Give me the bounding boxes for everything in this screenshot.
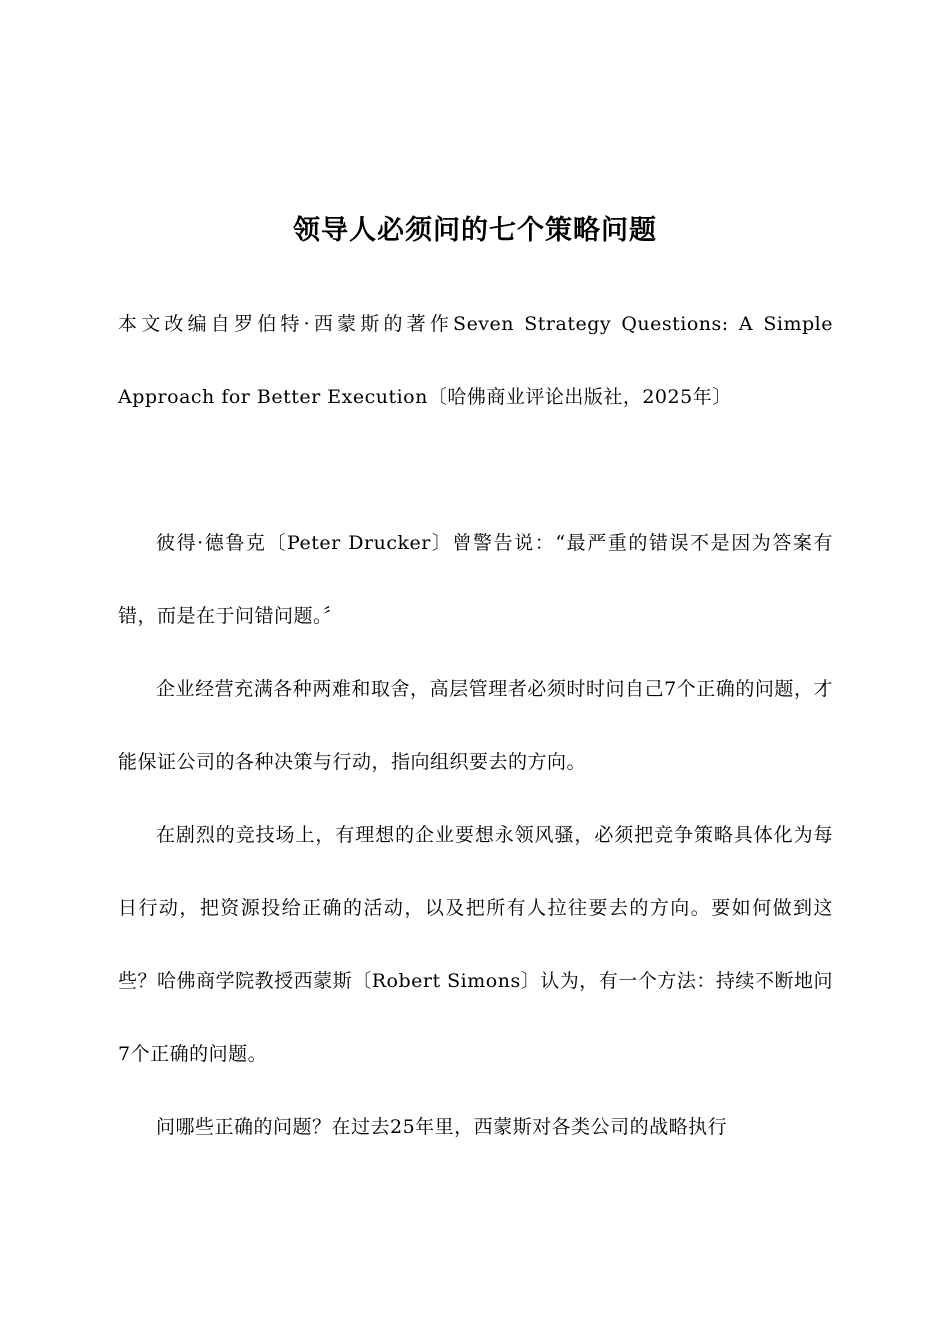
strategy-execution-paragraph: 在剧烈的竞技场上，有理想的企业要想永领风骚，必须把竞争策略具体化为每日行动，把资源投给正确的活动，以及把所有人拉往要去的方向。要如何做到这些？哈佛商学院教授西蒙斯〔Robert Simons〕认为，有一个方法：持续不断地问7个正确的问题。 [118, 824, 833, 1065]
source-note-paragraph: 本文改编自罗伯特·西蒙斯的著作Seven Strategy Questions: A Simple Approach for Better Execution〔哈佛商业评论出版社，2025年〕 [118, 313, 833, 408]
research-paragraph: 问哪些正确的问题？在过去25年里，西蒙斯对各类公司的战略执行 [156, 1116, 728, 1138]
management-questions-paragraph: 企业经营充满各种两难和取舍，高层管理者必须时时问自己7个正确的问题，才能保证公司的各种决策与行动，指向组织要去的方向。 [118, 678, 833, 773]
drucker-quote-paragraph: 彼得·德鲁克〔Peter Drucker〕曾警告说：“最严重的错误不是因为答案有错，而是在于问错问题。〞 [118, 532, 833, 627]
document-title: 领导人必须问的七个策略问题 [293, 215, 657, 246]
